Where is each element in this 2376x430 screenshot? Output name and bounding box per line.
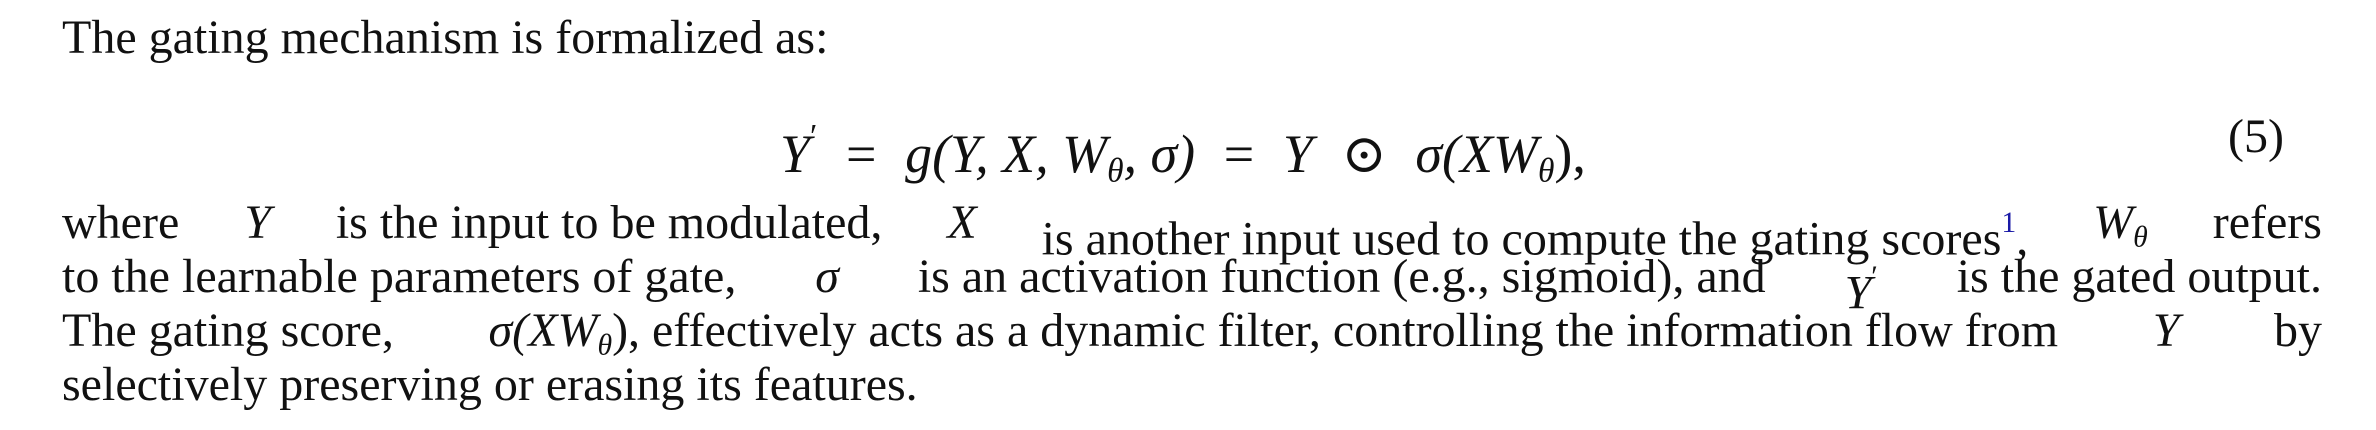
eq-sigma-open: σ(XW: [1415, 124, 1538, 185]
eq-lhs-y: Y: [780, 124, 811, 185]
comma: ,: [2016, 212, 2029, 266]
text-gating-score: The gating score,: [62, 304, 394, 357]
symbol-sigma: σ: [815, 250, 839, 303]
symbol-y: Y: [244, 196, 271, 249]
symbol-theta: θ: [2133, 220, 2148, 254]
symbol-y-prime: [1844, 250, 1878, 320]
symbol-sigma-xw-theta: [488, 304, 2059, 362]
eq-g-function: g(Y, X, W: [905, 124, 1108, 185]
symbol-theta: θ: [597, 328, 613, 362]
word-where: where: [62, 196, 180, 249]
paragraph-line-2: [62, 250, 2322, 320]
symbol-w: W: [2093, 196, 2134, 249]
symbol-x: X: [947, 196, 977, 249]
eq-equals-1: =: [845, 124, 877, 185]
text-dynamic-filter: , effectively acts as a dynamic filter, controlling the information flow from: [628, 304, 2059, 357]
word-refers: refers: [2212, 196, 2322, 249]
paragraph-line-3: [62, 304, 2322, 362]
eq-theta-sub-2: θ: [1537, 152, 1555, 190]
paragraph-line-1: [62, 196, 2322, 266]
eq-hadamard-operator: ⊙: [1341, 124, 1387, 185]
eq-rhs-y: Y: [1282, 124, 1313, 185]
eq-sigma-close: ),: [1554, 124, 1586, 185]
text-preserving-erasing: selectively preserving or erasing its features.: [62, 358, 918, 411]
word-by: by: [2274, 304, 2322, 357]
symbol-prime: ′: [1871, 260, 1878, 293]
paragraph-line-4: [62, 358, 2322, 412]
text-gating-scores: [1041, 196, 2029, 266]
equation-body: [780, 100, 1586, 208]
eq-equals-2: =: [1223, 124, 1255, 185]
text-gated-output: is the gated output.: [1956, 250, 2322, 303]
explanation-paragraph: [62, 196, 2322, 412]
eq-g-close: , σ): [1123, 124, 1196, 185]
equation-5: [0, 100, 2376, 190]
footnote-link[interactable]: 1: [2001, 206, 2017, 239]
symbol-y: Y: [1844, 266, 1872, 320]
symbol-sigma-xw: σ(XW: [488, 304, 598, 357]
symbol-paren: ): [612, 304, 629, 357]
text-input-modulated: is the input to be modulated,: [335, 196, 883, 249]
gating-scores-text: is another input used to compute the gating scores: [1041, 212, 2002, 266]
intro-sentence: The gating mechanism is formalized as:: [62, 11, 829, 64]
equation-number: (5): [2228, 110, 2284, 163]
text-learnable-params: to the learnable parameters of gate,: [62, 250, 737, 303]
text-activation-function: is an activation function (e.g., sigmoid), and: [917, 250, 1766, 303]
symbol-y: Y: [2152, 304, 2180, 357]
symbol-w-theta: [2093, 196, 2148, 254]
eq-theta-sub-1: θ: [1107, 152, 1124, 190]
eq-prime: ′: [810, 118, 818, 155]
